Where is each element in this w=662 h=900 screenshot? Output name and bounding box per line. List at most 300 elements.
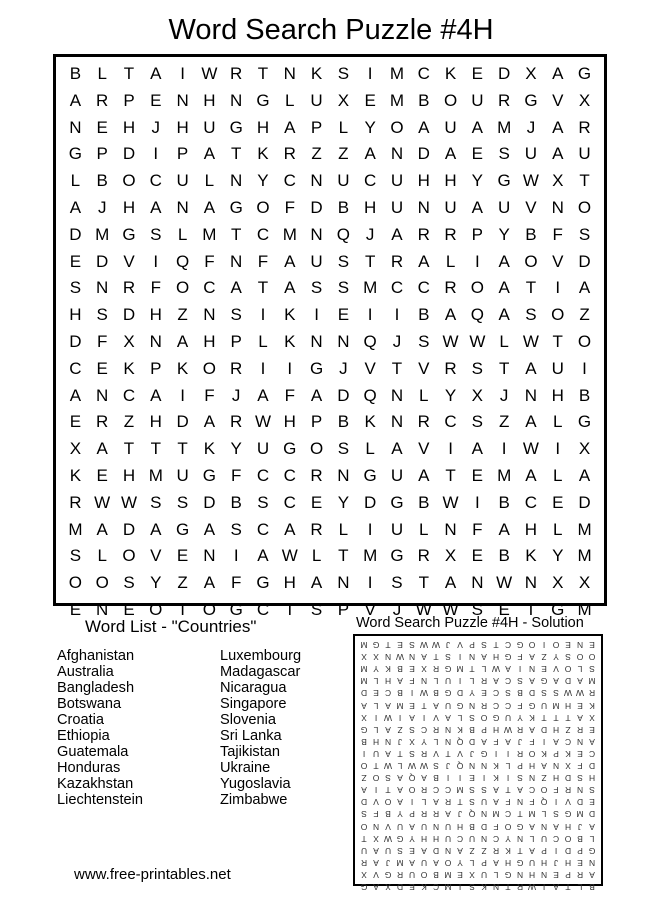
word-list-item: Guatemala [57,744,129,760]
solution-cell: D [360,688,368,699]
grid-cell: D [122,305,136,325]
grid-cell: H [122,117,136,137]
grid-cell: D [69,331,82,351]
grid-cell: S [525,305,537,325]
solution-cell: C [552,833,560,844]
solution-cell: X [361,869,367,880]
solution-cell: Y [409,833,415,844]
grid-cell: X [525,64,537,83]
grid-cell: D [417,144,430,164]
grid-cell: T [230,144,242,164]
grid-cell: W [442,331,459,351]
solution-cell: L [541,809,547,820]
solution-cell: N [540,821,548,832]
grid-cell: L [365,439,375,459]
grid-cell: K [525,546,537,566]
word-list-item: Liechtenstein [57,792,144,808]
grid-cell: D [122,144,136,164]
grid-cell: D [176,412,189,432]
grid-cell: E [498,599,510,619]
grid-cell: O [202,358,216,378]
grid-cell: U [176,171,189,191]
grid-cell: L [419,385,429,405]
grid-cell: I [501,439,507,459]
solution-cell: L [469,676,475,687]
solution-cell: K [589,700,595,711]
solution-cell: P [565,869,571,880]
grid-cell: U [337,171,350,191]
solution-cell: N [480,809,488,820]
solution-cell: G [504,869,512,880]
grid-cell: E [69,412,82,432]
solution-cell: I [518,664,522,675]
grid-cell: A [69,197,82,217]
solution-cell: D [564,845,572,856]
grid-cell: N [337,331,350,351]
solution-cell: C [444,785,452,796]
solution-cell: W [527,881,537,892]
solution-cell: A [421,652,427,663]
solution-cell: N [516,797,524,808]
grid-cell: S [337,64,350,83]
solution-cell: M [360,640,368,650]
solution-cell: A [481,736,487,747]
grid-cell: B [230,492,242,512]
grid-cell: T [364,251,376,271]
grid-cell: E [471,144,484,164]
grid-cell: Y [471,171,484,191]
grid-cell: J [151,117,161,137]
word-list-item: Bangladesh [57,680,135,696]
solution-cell: W [419,760,429,771]
grid-cell: E [69,251,82,271]
grid-cell: Q [336,224,350,244]
solution-cell: A [445,712,451,723]
solution-cell: D [564,773,572,784]
grid-cell: F [257,251,269,271]
solution-cell: E [577,700,583,711]
grid-cell: S [150,224,162,244]
grid-cell: P [176,144,189,164]
solution-cell: C [588,748,596,759]
solution-cell: L [577,664,583,675]
solution-cell: Z [469,845,475,856]
solution-cell: H [492,724,500,735]
solution-cell: Y [457,857,463,868]
grid-cell: V [525,197,537,217]
solution-cell: O [540,785,548,796]
grid-cell: W [201,64,218,83]
solution-cell: G [516,821,524,832]
solution-cell: Z [541,652,547,663]
grid-cell: A [96,439,108,459]
grid-cell: K [284,305,296,325]
solution-cell: U [480,797,488,808]
grid-cell: Y [257,171,269,191]
solution-cell: R [420,748,428,759]
grid-cell: A [578,278,591,298]
grid-cell: D [364,492,377,512]
word-list-item: Kazakhstan [57,776,134,792]
word-list-title: Word List - "Countries" [85,617,257,636]
solution-cell: Y [421,736,427,747]
grid-cell: D [122,519,136,539]
grid-cell: C [203,278,216,298]
word-list-item: Singapore [220,696,287,712]
solution-cell: B [589,881,595,892]
grid-cell: S [176,492,189,512]
grid-cell: F [230,573,242,593]
grid-cell: N [203,305,216,325]
grid-cell: F [284,197,295,217]
solution-cell: Y [553,652,559,663]
grid-cell: B [498,546,510,566]
grid-cell: D [310,197,323,217]
solution-cell: C [432,881,440,892]
solution-cell: A [529,845,535,856]
solution-cell: S [409,724,415,735]
solution-cell: F [517,700,523,711]
solution-cell: T [373,760,379,771]
solution-cell: M [444,869,452,880]
solution-cell: Y [505,833,511,844]
grid-cell: A [498,251,510,271]
grid-cell: N [176,197,189,217]
solution-cell: F [517,652,523,663]
grid-cell: D [337,385,350,405]
grid-cell: P [96,144,108,164]
solution-cell: R [564,785,572,796]
grid-cell: H [122,197,136,217]
grid-cell: A [525,465,537,485]
grid-cell: V [418,358,430,378]
grid-cell: L [553,412,563,432]
solution-cell: T [385,785,391,796]
solution-cell: A [493,676,499,687]
solution-grid-frame [353,634,603,892]
solution-cell: A [529,821,535,832]
solution-cell: R [516,881,524,892]
grid-cell: N [524,385,538,405]
grid-cell: B [418,305,430,325]
word-list-item: Madagascar [220,664,301,680]
solution-cell: T [553,712,559,723]
grid-cell: G [122,224,136,244]
grid-cell: A [444,144,457,164]
grid-cell: I [474,492,480,512]
grid-cell: B [337,197,350,217]
solution-cell: S [469,712,475,723]
solution-cell: S [433,760,439,771]
solution-cell: L [589,833,595,844]
grid-cell: A [257,385,269,405]
solution-cell: H [372,736,380,747]
grid-cell: D [203,492,216,512]
grid-cell: E [123,599,135,619]
solution-cell: U [444,700,452,711]
solution-cell: R [516,724,524,735]
solution-cell: N [576,640,584,650]
solution-cell: I [554,845,558,856]
grid-cell: S [69,278,82,298]
grid-cell: O [470,278,484,298]
solution-cell: I [494,748,498,759]
solution-cell: K [385,664,391,675]
solution-cell: T [397,748,403,759]
solution-cell: G [516,857,524,868]
solution-cell: A [433,700,439,711]
solution-cell: E [589,724,595,735]
grid-cell: A [552,64,564,83]
grid-cell: N [203,546,216,566]
solution-cell: W [563,688,573,699]
grid-cell: T [150,439,161,459]
solution-cell: I [374,785,378,796]
grid-cell: N [551,197,564,217]
grid-cell: O [175,278,190,298]
grid-cell: S [123,573,135,593]
grid-cell: G [229,117,243,137]
grid-cell: N [337,573,350,593]
solution-cell: T [517,845,523,856]
word-list-item: Australia [57,664,114,680]
grid-cell: W [415,599,432,619]
grid-cell: A [310,385,323,405]
solution-cell: H [552,773,560,784]
grid-cell: O [443,90,458,110]
solution-cell: M [552,700,560,711]
grid-cell: S [69,546,82,566]
grid-cell: A [284,278,296,298]
solution-cell: R [492,845,500,856]
solution-cell: Y [469,688,475,699]
grid-cell: L [445,251,456,271]
solution-cell: I [506,773,510,784]
solution-cell: B [517,688,523,699]
solution-cell: J [553,857,559,868]
solution-cell: F [493,821,499,832]
solution-cell: E [409,881,415,892]
solution-cell: P [469,640,475,650]
solution-cell: L [433,736,439,747]
grid-cell: E [337,305,350,325]
solution-cell: T [517,809,523,820]
grid-cell: K [364,412,376,432]
solution-cell: H [492,652,500,663]
grid-cell: L [338,519,349,539]
solution-cell: S [397,845,403,856]
grid-cell: R [444,224,457,244]
grid-cell: A [310,573,323,593]
solution-cell: L [505,760,511,771]
solution-cell: S [565,652,571,663]
grid-cell: R [310,465,323,485]
grid-cell: U [471,90,484,110]
solution-cell: C [420,724,428,735]
solution-cell: A [589,736,595,747]
solution-cell: E [469,773,475,784]
grid-cell: U [176,465,189,485]
solution-cell: G [564,809,572,820]
solution-cell: L [433,676,439,687]
solution-cell: W [407,760,417,771]
grid-cell: A [471,117,484,137]
solution-cell: G [492,712,500,723]
grid-cell: T [525,278,537,298]
solution-cell: C [432,785,440,796]
grid-cell: I [153,251,159,271]
solution-cell: A [481,652,487,663]
grid-cell: G [68,144,83,164]
grid-cell: B [578,385,591,405]
solution-cell: G [540,676,548,687]
solution-cell: N [480,833,488,844]
grid-cell: S [230,519,242,539]
grid-cell: G [256,573,270,593]
grid-cell: N [390,385,404,405]
solution-cell: J [397,736,403,747]
solution-cell: I [542,640,546,650]
solution-cell: Z [541,773,547,784]
solution-cell: H [564,700,572,711]
solution-cell: M [528,809,536,820]
grid-cell: A [391,224,403,244]
solution-cell: C [564,736,572,747]
solution-cell: N [444,724,452,735]
solution-cell: C [504,676,512,687]
solution-cell: O [552,640,560,650]
grid-cell: X [578,573,591,593]
solution-cell: N [468,760,476,771]
solution-cell: K [505,845,511,856]
solution-cell: I [446,773,450,784]
solution-cell: H [504,857,512,868]
grid-cell: L [553,519,563,539]
solution-cell: R [480,700,488,711]
solution-cell: A [529,652,535,663]
solution-cell: T [445,748,451,759]
solution-cell: N [444,736,452,747]
solution-cell: K [493,760,499,771]
grid-cell: K [123,358,135,378]
solution-cell: A [589,821,595,832]
grid-cell: P [150,358,162,378]
grid-cell: G [229,197,243,217]
solution-cell: A [505,664,511,675]
solution-cell: H [564,857,572,868]
solution-cell: E [409,664,415,675]
grid-cell: T [284,599,295,619]
solution-cell: N [492,881,500,892]
solution-cell: O [564,664,572,675]
grid-cell: C [283,492,296,512]
grid-cell: A [525,412,537,432]
solution-cell: A [397,785,403,796]
grid-cell: T [123,439,135,459]
grid-cell: F [230,465,242,485]
solution-cell: N [468,700,476,711]
grid-cell: R [578,117,591,137]
solution-cell: J [385,857,391,868]
solution-cell: G [360,724,368,735]
grid-cell: E [471,465,484,485]
grid-cell: M [95,224,110,244]
grid-cell: A [498,278,510,298]
solution-cell: C [456,833,464,844]
grid-cell: G [577,412,592,432]
solution-cell: N [516,833,524,844]
solution-cell: R [588,688,596,699]
grid-cell: W [120,492,138,512]
solution-cell: A [433,857,439,868]
grid-cell: T [338,546,349,566]
solution-cell: M [444,881,452,892]
solution-cell: V [565,797,571,808]
solution-cell: W [395,652,405,663]
solution-cell: O [528,748,536,759]
grid-cell: B [337,412,350,432]
solution-cell: J [457,809,463,820]
solution-cell: W [383,712,393,723]
solution-cell: H [552,724,560,735]
solution-cell: I [458,773,462,784]
grid-cell: T [123,64,135,83]
solution-cell: A [553,881,559,892]
grid-cell: M [68,519,83,539]
solution-cell: Z [397,724,403,735]
solution-cell: G [372,640,380,650]
word-list-column-1 [57,648,143,808]
grid-cell: M [389,64,405,83]
grid-cell: L [70,171,81,191]
grid-cell: I [260,305,266,325]
grid-cell: L [97,546,107,566]
word-list-item: Afghanistan [57,648,135,664]
grid-cell: A [471,439,484,459]
solution-cell: O [420,869,428,880]
grid-cell: J [392,331,402,351]
solution-cell: A [493,797,499,808]
grid-cell: G [175,519,190,539]
grid-cell: R [417,412,430,432]
solution-cell: K [541,748,547,759]
grid-cell: B [525,224,537,244]
word-list-item: Honduras [57,760,121,776]
grid-cell: G [283,439,297,459]
solution-cell: E [457,869,463,880]
solution-cell: A [553,821,559,832]
solution-cell: C [492,833,500,844]
solution-cell: I [374,712,378,723]
grid-cell: N [390,144,404,164]
solution-cell: A [553,676,559,687]
grid-cell: U [578,144,591,164]
solution-cell: Z [481,845,487,856]
grid-cell: Z [338,144,349,164]
solution-cell: C [504,809,512,820]
grid-cell: Y [337,492,350,512]
solution-cell: E [553,869,559,880]
grid-cell: H [203,331,216,351]
solution-cell: F [577,760,583,771]
grid-cell: M [577,599,592,619]
word-list-item: Botswana [57,696,122,712]
grid-cell: X [123,331,135,351]
solution-cell: J [517,736,523,747]
grid-cell: E [176,546,189,566]
grid-cell: R [417,546,430,566]
grid-cell: A [203,519,216,539]
